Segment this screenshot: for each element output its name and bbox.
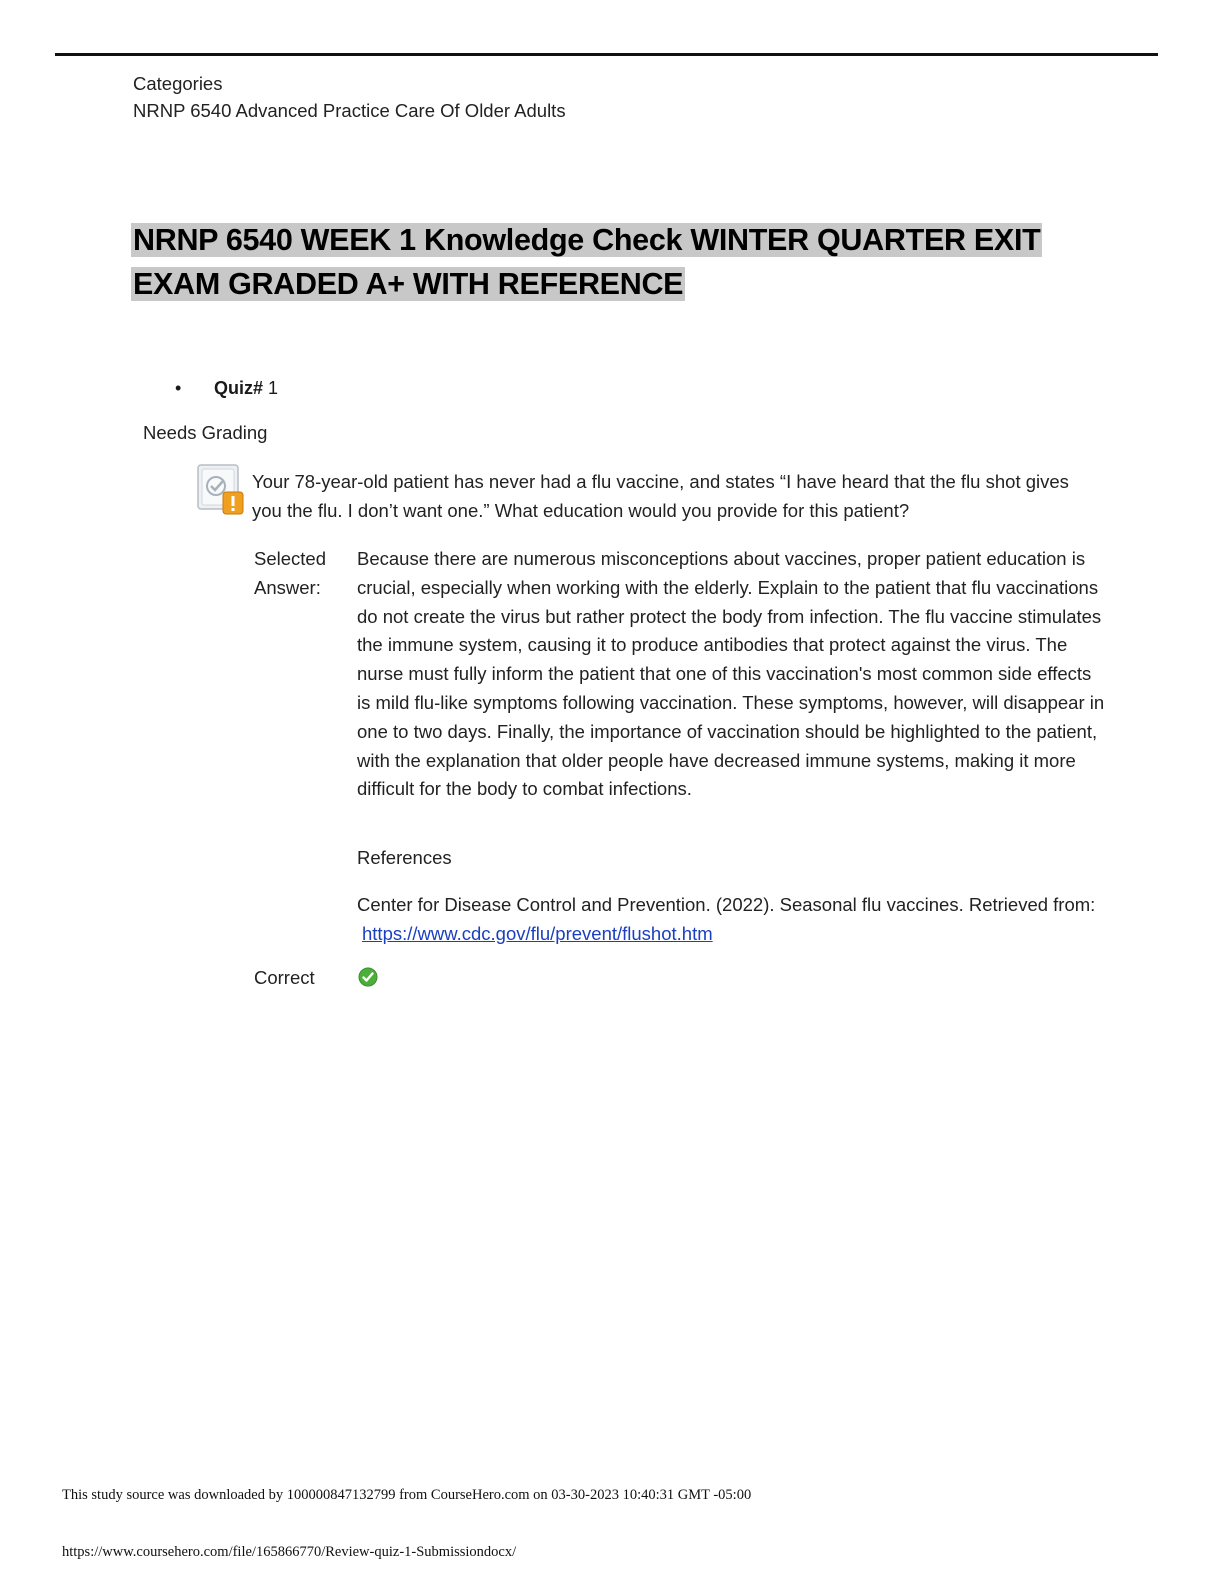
footer-url[interactable]: https://www.coursehero.com/file/165866770/Review-quiz-1-Submissiondocx/: [62, 1544, 517, 1560]
top-rule: [55, 53, 1158, 56]
check-circle-icon: [358, 967, 378, 987]
reference-link[interactable]: https://www.cdc.gov/flu/prevent/flushot.htm: [362, 923, 713, 944]
question-text: Your 78-year-old patient has never had a flu vaccine, and states “I have heard that the flu shot gives you the flu. I don’t want one.” What education would you provide for this patient?: [252, 471, 1069, 521]
selected-answer-label-line1: Selected: [254, 548, 326, 569]
selected-answer-label: [254, 545, 349, 602]
result-label: Correct: [254, 967, 315, 988]
reference-citation-text: Center for Disease Control and Prevention. (2022). Seasonal flu vaccines. Retrieved from:: [357, 894, 1096, 915]
quiz-bullet: •: [175, 378, 182, 398]
categories-value: NRNP 6540 Advanced Practice Care Of Older Adults: [133, 100, 566, 121]
page-title-text: NRNP 6540 WEEK 1 Knowledge Check WINTER QUARTER EXIT EXAM GRADED A+ WITH REFERENCE: [133, 223, 1041, 301]
footer-source-note: This study source was downloaded by 100000847132799 from CourseHero.com on 03-30-2023 10:40:31 GMT -05:00: [62, 1487, 752, 1503]
needs-grading-icon: [197, 464, 245, 516]
needs-grading-status: Needs Grading: [143, 422, 268, 443]
selected-answer-label-line2: Answer:: [254, 576, 321, 598]
page-title: [131, 218, 1091, 306]
reference-citation: [357, 890, 1107, 948]
quiz-label: [214, 378, 278, 399]
selected-answer-text: Because there are numerous misconceptions about vaccines, proper patient education is crucial, especially when working with the elderly. Explain to the patient that flu vaccinations do not create the virus but rather protect the body from infection. The flu vaccine stimulates the immune system, causing it to produce antibodies that protect against the virus. The nurse must fully inform the patient that one of this vaccination's most common side effects is mild flu-like symptoms following vaccination. These symptoms, however, will disappear in one to two days. Finally, the importance of vaccination should be highlighted to the patient, with the explanation that older people have decreased immune systems, making it more difficult for the body to combat infections.: [357, 548, 1105, 800]
quiz-number: 1: [263, 378, 279, 398]
references-heading: References: [357, 847, 452, 868]
categories-label: Categories: [133, 73, 223, 94]
quiz-label-bold: Quiz#: [214, 378, 264, 398]
